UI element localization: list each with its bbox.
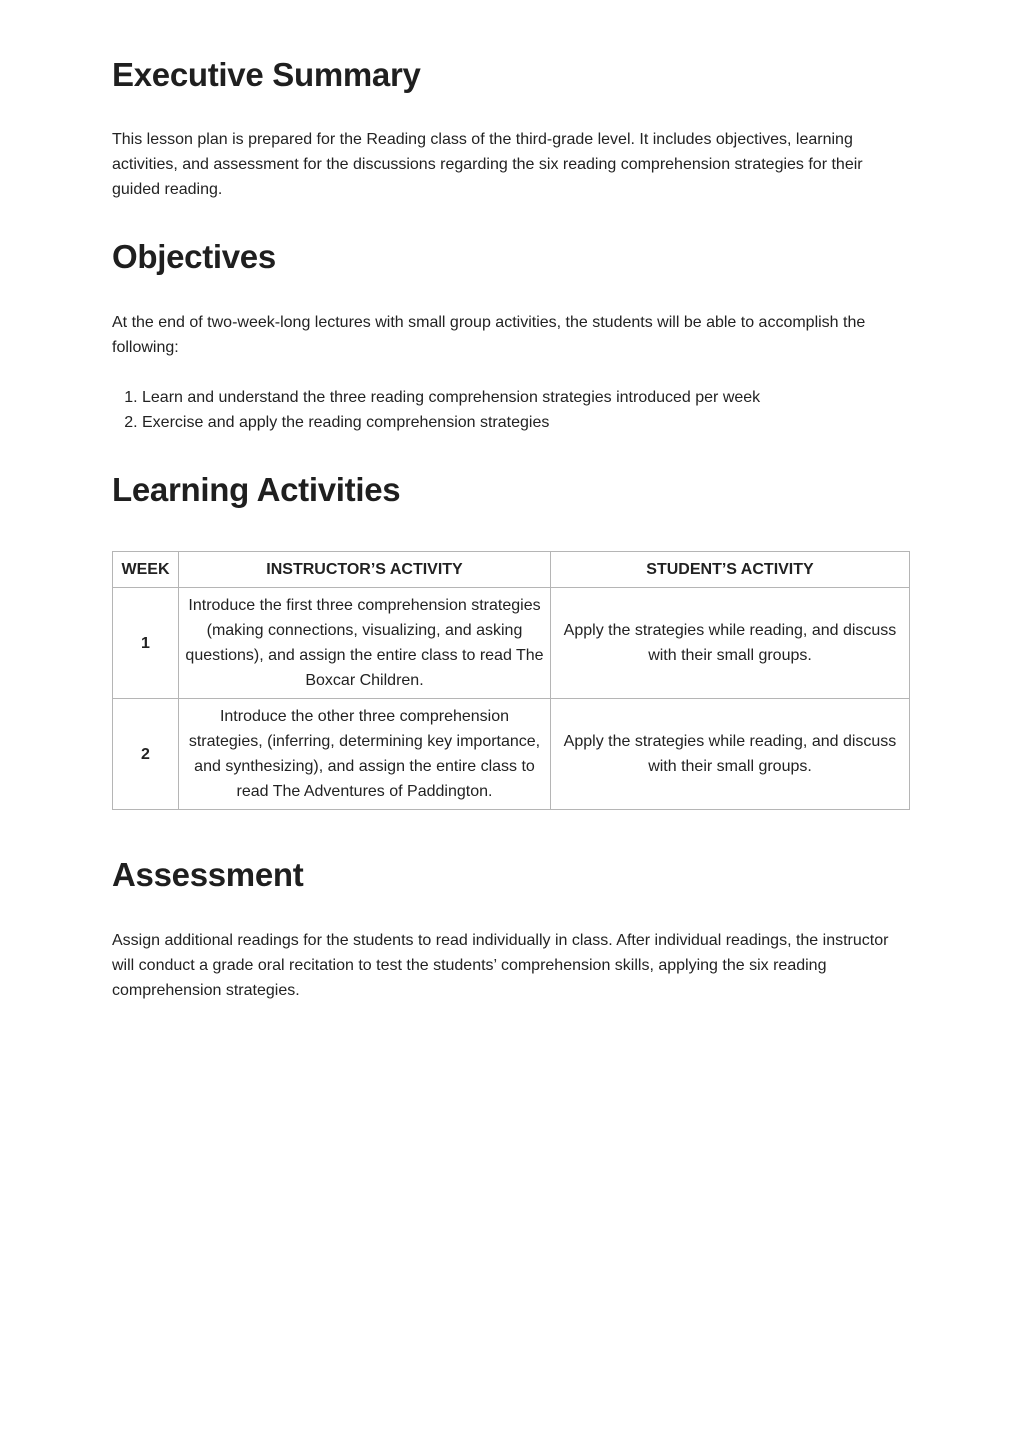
table-header-row	[113, 552, 910, 588]
assessment-text: Assign additional readings for the students to read individually in class. After individual readings, the instructor will conduct a grade oral recitation to test the students’ comprehension skills, applying the six reading comprehension strategies.	[112, 932, 889, 999]
table-row	[113, 588, 910, 699]
learning-activities-heading: Learning Activities	[112, 471, 401, 508]
column-header-week: WEEK	[113, 552, 179, 588]
executive-summary-heading: Executive Summary	[112, 56, 421, 93]
objectives-intro: At the end of two-week-long lectures with small group activities, the students will be able to accomplish the following:	[112, 314, 866, 356]
instructor-activity-cell: Introduce the first three comprehension strategies (making connections, visualizing, and asking questions), and assign the entire class to read The Boxcar Children.	[179, 588, 551, 699]
column-header-student: STUDENT’S ACTIVITY	[551, 552, 910, 588]
column-header-instructor: INSTRUCTOR’S ACTIVITY	[179, 552, 551, 588]
objectives-list	[112, 385, 912, 435]
table-row	[113, 699, 910, 810]
objective-item: 2. Exercise and apply the reading comprehension strategies	[142, 410, 912, 435]
activities-table	[112, 551, 910, 810]
instructor-activity-cell: Introduce the other three comprehension strategies, (inferring, determining key importance, and synthesizing), and assign the entire class to read The Adventures of Paddington.	[179, 699, 551, 810]
executive-summary-text: This lesson plan is prepared for the Reading class of the third-grade level. It includes objectives, learning activities, and assessment for the discussions regarding the six reading comprehension strategies for their guided reading.	[112, 131, 863, 198]
student-activity-cell: Apply the strategies while reading, and discuss with their small groups.	[551, 699, 910, 810]
assessment-heading: Assessment	[112, 856, 304, 893]
week-cell: 2	[113, 699, 179, 810]
student-activity-cell: Apply the strategies while reading, and discuss with their small groups.	[551, 588, 910, 699]
objective-item: 1. Learn and understand the three reading comprehension strategies introduced per week	[142, 385, 912, 410]
week-cell: 1	[113, 588, 179, 699]
objectives-heading: Objectives	[112, 238, 276, 275]
